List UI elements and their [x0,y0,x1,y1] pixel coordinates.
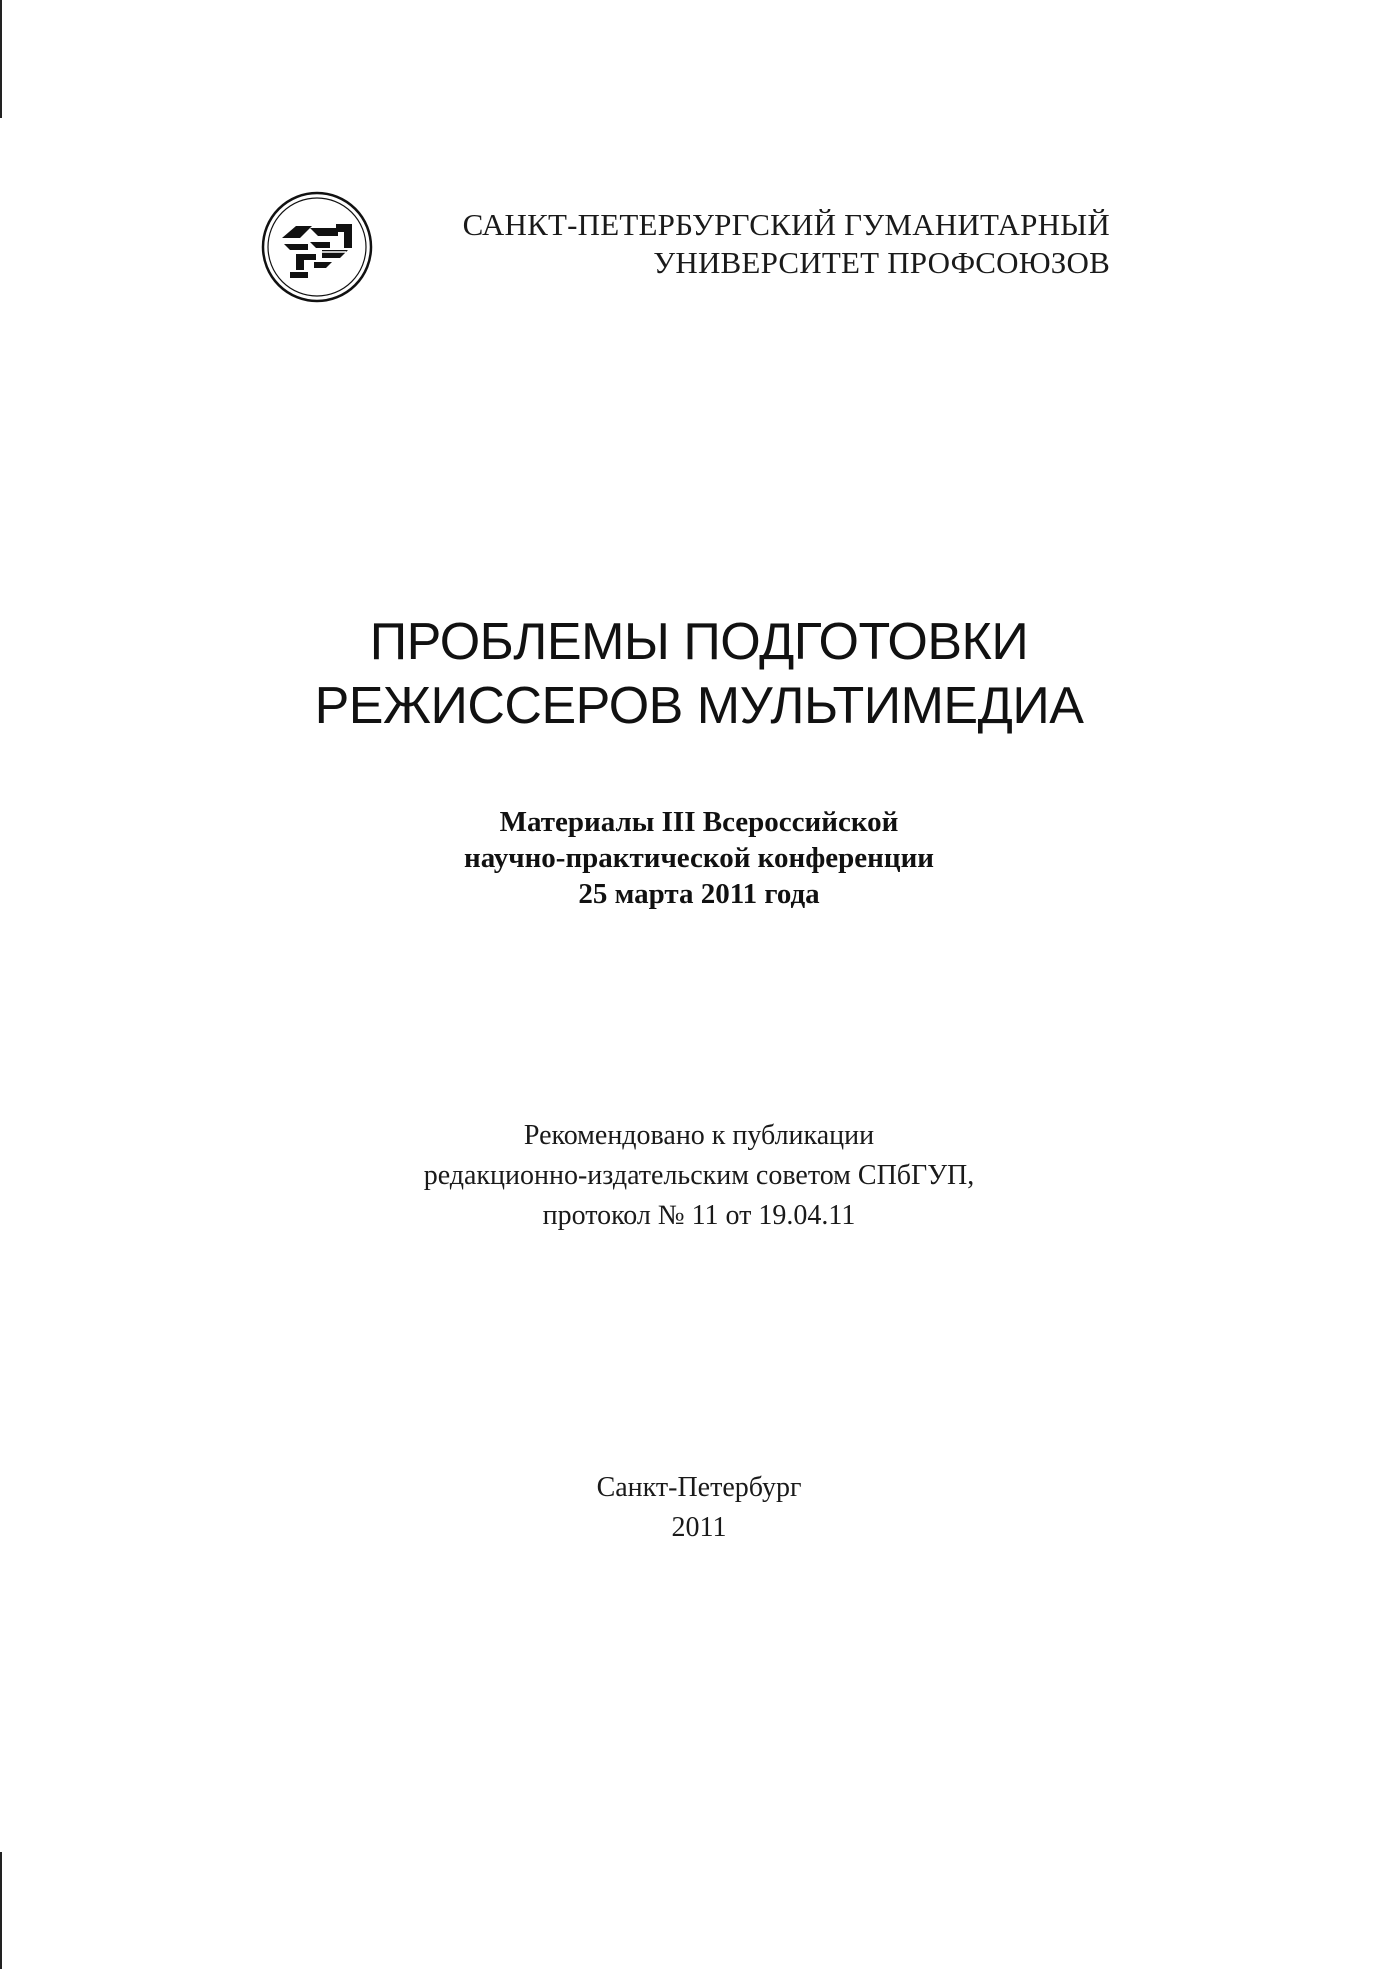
imprint-city: Санкт-Петербург [596,1472,802,1503]
title-line-2: РЕЖИССЕРОВ МУЛЬТИМЕДИА [314,677,1084,735]
institution-name [400,206,1110,282]
subtitle-line-2: научно-практической конференции [463,842,934,874]
university-emblem-icon [260,190,374,304]
publication-recommendation [0,1116,1398,1236]
recommendation-line-3: протокол № 11 от 19.04.11 [542,1200,856,1231]
imprint [0,1468,1398,1548]
imprint-year: 2011 [671,1512,727,1543]
recommendation-line-1: Рекомендовано к публикации [523,1120,875,1151]
subtitle-line-1: Материалы III Всероссийской [499,806,899,838]
crop-mark-bottom [0,1852,2,1969]
crop-mark-top [0,0,2,118]
recommendation-line-2: редакционно-издательским советом СПбГУП, [423,1160,975,1191]
title-line-1: ПРОБЛЕМЫ ПОДГОТОВКИ [369,613,1029,671]
institution-line-1: САНКТ-ПЕТЕРБУРГСКИЙ ГУМАНИТАРНЫЙ [462,207,1110,242]
institution-line-2: УНИВЕРСИТЕТ ПРОФСОЮЗОВ [653,245,1110,280]
subtitle-line-3: 25 марта 2011 года [578,878,820,910]
book-subtitle [0,804,1398,912]
book-title [0,610,1398,738]
